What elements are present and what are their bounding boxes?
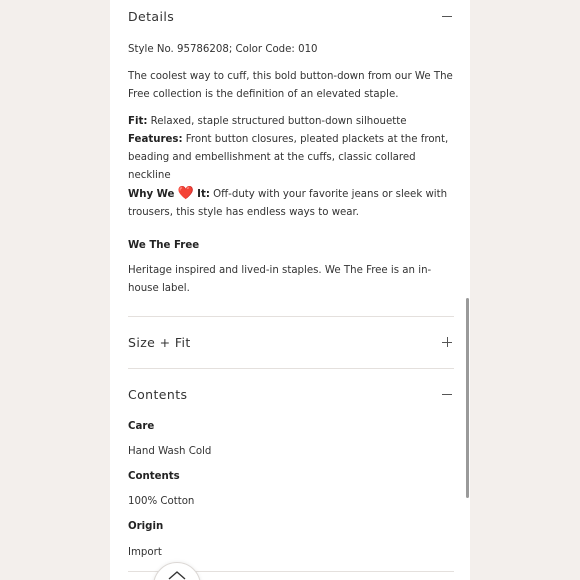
- contents-header[interactable]: [128, 382, 454, 406]
- contents-value: 100% Cotton: [128, 496, 195, 507]
- details-header[interactable]: [128, 4, 454, 28]
- features-text: Front button closures, pleated plackets at the front, beading and embellishment at the cuffs, classic collared neckline: [128, 134, 449, 181]
- minus-icon[interactable]: [440, 9, 454, 23]
- contents-title: Contents: [128, 386, 188, 402]
- page-margin-right: [470, 0, 580, 580]
- contents-label: Contents: [128, 471, 180, 482]
- origin-label: Origin: [128, 521, 164, 532]
- why-label-b: It:: [197, 189, 210, 200]
- divider: [128, 316, 454, 317]
- size-fit-title: Size + Fit: [128, 334, 191, 350]
- features-line: [128, 131, 454, 185]
- plus-icon[interactable]: [440, 335, 454, 349]
- page-margin-left: [0, 0, 110, 580]
- product-description: The coolest way to cuff, this bold button-down from our We The Free collection is the definition of an elevated staple.: [128, 71, 453, 100]
- details-title: Details: [128, 8, 175, 24]
- chevron-up-icon: [167, 569, 187, 580]
- size-fit-header[interactable]: [128, 330, 454, 354]
- features-label: Features:: [128, 134, 183, 145]
- origin-value: Import: [128, 547, 162, 558]
- minus-icon[interactable]: [440, 387, 454, 401]
- brand-description: Heritage inspired and lived-in staples. We The Free is an in-house label.: [128, 265, 432, 294]
- product-info-panel: [110, 0, 470, 580]
- style-number: Style No. 95786208; Color Code: 010: [128, 44, 318, 55]
- fit-line: [128, 113, 454, 131]
- care-label: Care: [128, 421, 155, 432]
- why-line: [128, 185, 454, 222]
- scrollbar[interactable]: [466, 298, 469, 498]
- heart-icon: ❤️: [177, 186, 194, 201]
- brand-heading: We The Free: [128, 240, 200, 251]
- scroll-to-top-button[interactable]: [153, 562, 201, 580]
- why-text: Off-duty with your favorite jeans or sleek with trousers, this style has endless ways to wear.: [128, 189, 448, 218]
- why-label-a: Why We: [128, 189, 175, 200]
- care-value: Hand Wash Cold: [128, 446, 212, 457]
- fit-text: Relaxed, staple structured button-down silhouette: [150, 116, 407, 127]
- divider: [128, 368, 454, 369]
- fit-label: Fit:: [128, 116, 148, 127]
